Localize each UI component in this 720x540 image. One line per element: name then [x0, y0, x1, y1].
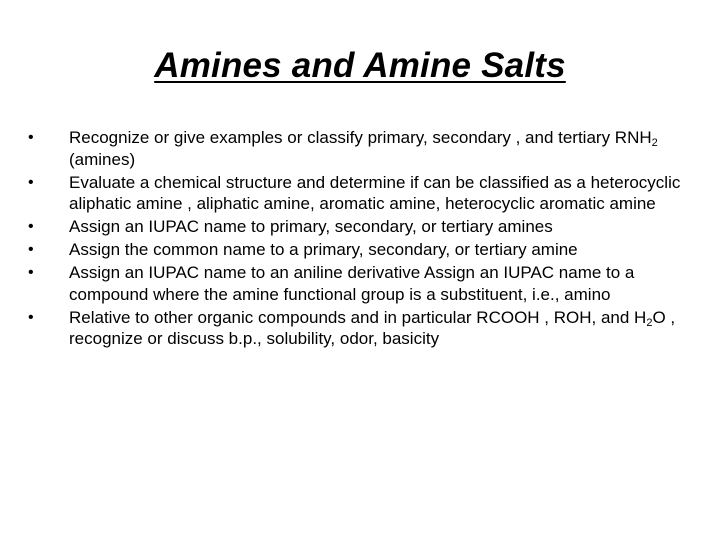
- bullet-text: Assign an IUPAC name to primary, secondary, or tertiary amines: [69, 217, 553, 236]
- bullet-text: Evaluate a chemical structure and determine if can be classified as a heterocyclic aliphatic amine , aliphatic amine, aromatic amine, heterocyclic aromatic amine: [69, 172, 681, 213]
- bullet-list: [28, 127, 696, 351]
- bullet-marker: •: [28, 308, 34, 326]
- bullet-marker: •: [28, 241, 34, 258]
- bullet-item: [28, 262, 696, 305]
- bullet-item: [28, 127, 696, 170]
- bullet-item: [28, 172, 696, 215]
- bullet-item: [28, 239, 696, 261]
- bullet-marker: •: [28, 173, 34, 191]
- bullet-text: Assign an IUPAC name to an aniline derivative Assign an IUPAC name to a compound where the amine functional group is a substituent, i.e., amino: [69, 263, 635, 304]
- slide-title: Amines and Amine Salts: [154, 46, 566, 85]
- bullet-marker: •: [28, 264, 34, 281]
- bullet-text: Assign the common name to a primary, secondary, or tertiary amine: [69, 240, 578, 259]
- bullet-text-tail: O , recognize or discuss b.p., solubility, odor, basicity: [69, 307, 676, 348]
- bullet-text-tail: (amines): [69, 149, 136, 169]
- bullet-item: [28, 216, 696, 238]
- bullet-text: Relative to other organic compounds and in particular RCOOH , ROH, and H: [69, 307, 647, 327]
- bullet-text: Recognize or give examples or classify primary, secondary , and tertiary RNH: [69, 128, 652, 147]
- subscript: 2: [646, 316, 653, 329]
- bullet-marker: •: [28, 129, 34, 146]
- subscript: 2: [651, 137, 658, 149]
- bullet-marker: •: [28, 218, 34, 235]
- bullet-item: [28, 307, 696, 350]
